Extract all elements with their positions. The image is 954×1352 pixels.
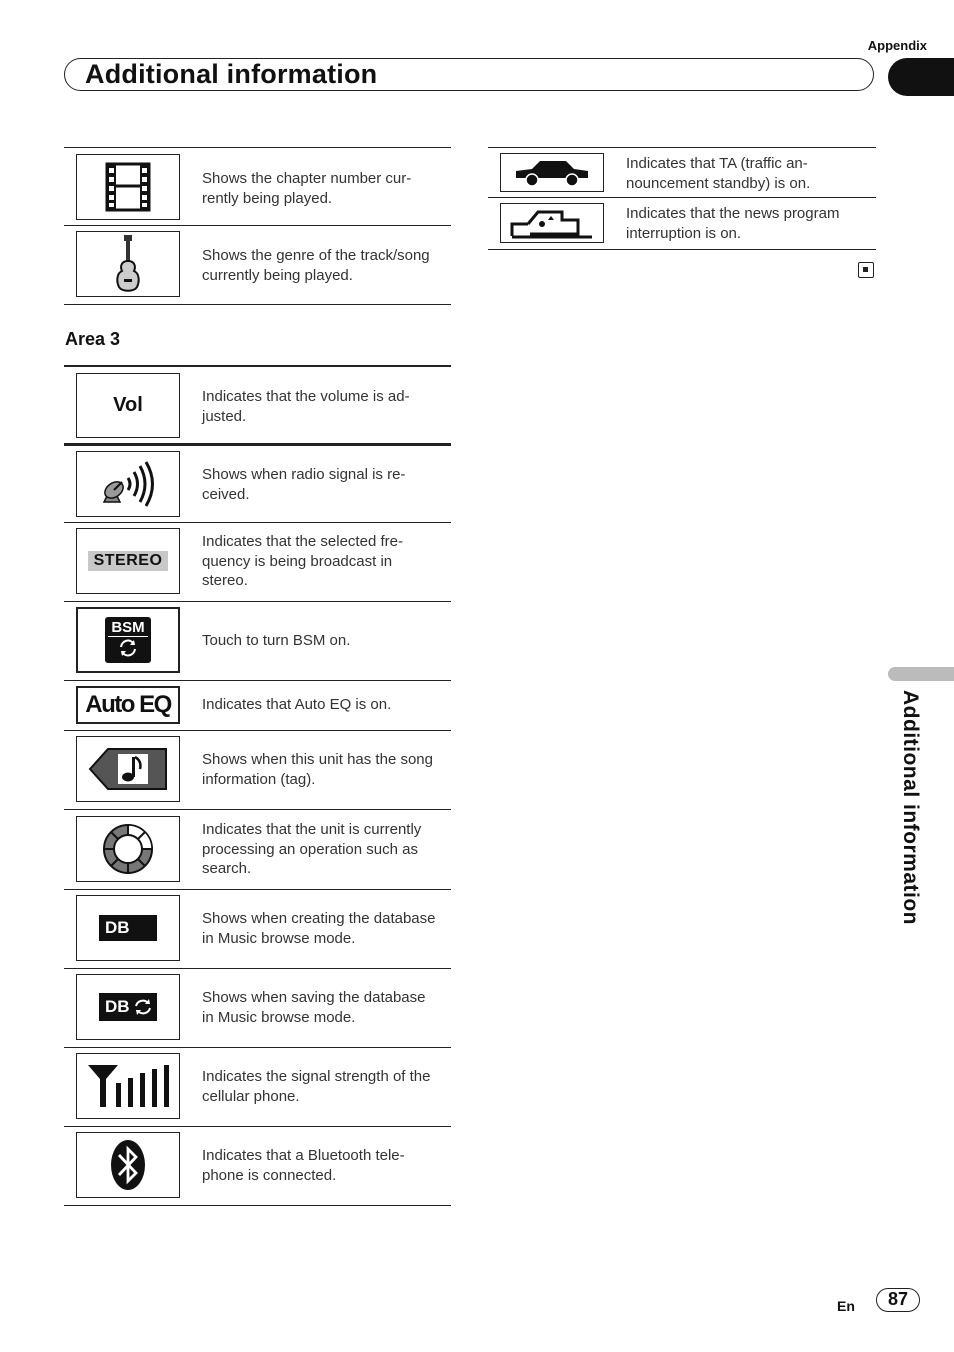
- table-row: [64, 681, 451, 731]
- table-row: [64, 523, 451, 602]
- db-saving-icon-label: DB: [105, 997, 130, 1016]
- ta-car-icon: [500, 153, 604, 192]
- table-row: [64, 147, 451, 226]
- row-description: Indicates that TA (traffic an- nouncement standby) is on.: [626, 155, 811, 192]
- table-row: [64, 602, 451, 681]
- row-description: Indicates that Auto EQ is on.: [202, 696, 392, 713]
- page-title: Additional information: [85, 59, 378, 89]
- table-row: [64, 810, 451, 890]
- bsm-icon-label: BSM: [108, 619, 148, 637]
- section-end-icon: [858, 262, 874, 278]
- area3-heading: Area 3: [65, 329, 121, 349]
- db-icon: [76, 895, 180, 961]
- row-description: Shows the chapter number cur- rently being played.: [202, 170, 412, 207]
- processing-icon: [76, 816, 180, 882]
- row-description: Touch to turn BSM on.: [202, 632, 351, 649]
- db-saving-icon: [76, 974, 180, 1040]
- vol-icon-label: Vol: [113, 394, 143, 416]
- auto-eq-icon: [76, 686, 180, 724]
- language-label: En: [837, 1298, 855, 1314]
- radio-signal-icon: [76, 451, 180, 517]
- film-chapter-icon: [76, 154, 180, 220]
- table-row: [64, 1127, 451, 1206]
- news-icon: [500, 203, 604, 243]
- bsm-icon: [76, 607, 180, 673]
- row-description: Indicates the signal strength of the cellular phone.: [202, 1068, 431, 1105]
- table-row: [64, 731, 451, 810]
- row-description: Shows when radio signal is re- ceived.: [202, 466, 406, 503]
- page-number: 87: [876, 1288, 920, 1312]
- right-table: [488, 147, 876, 250]
- left-top-table: [64, 147, 451, 305]
- db-icon-label: DB: [99, 915, 157, 941]
- appendix-label: Appendix: [867, 38, 927, 53]
- bluetooth-icon: [76, 1132, 180, 1198]
- table-row: [64, 890, 451, 969]
- table-row: [64, 365, 451, 444]
- row-description: Indicates that the volume is ad- justed.: [202, 388, 410, 425]
- song-tag-icon: [76, 736, 180, 802]
- chapter-tab: [888, 58, 954, 96]
- side-tab-label: Additional information: [899, 690, 922, 925]
- table-row: [64, 226, 451, 305]
- row-description: Indicates that the unit is currently processing an operation such as search.: [202, 821, 422, 878]
- auto-eq-icon-label: Auto EQ: [85, 691, 171, 718]
- cellular-signal-icon: [76, 1053, 180, 1119]
- row-description: Shows when creating the database in Music browse mode.: [202, 910, 436, 947]
- side-tab-marker: [888, 667, 954, 681]
- row-description: Indicates that the selected fre- quency is being broadcast in stereo.: [202, 533, 403, 590]
- table-row: [64, 444, 451, 523]
- table-row: [488, 147, 876, 198]
- row-description: Shows the genre of the track/song currently being played.: [202, 247, 430, 284]
- row-description: Indicates that a Bluetooth tele- phone is connected.: [202, 1147, 405, 1184]
- table-row: [488, 198, 876, 250]
- area3-table: [64, 365, 451, 1206]
- vol-icon: [76, 373, 180, 438]
- guitar-genre-icon: [76, 231, 180, 297]
- row-description: Shows when saving the database in Music browse mode.: [202, 989, 426, 1026]
- table-row: [64, 1048, 451, 1127]
- row-description: Indicates that the news program interruption is on.: [626, 205, 840, 242]
- stereo-icon-label: STEREO: [88, 551, 169, 571]
- table-row: [64, 969, 451, 1048]
- row-description: Shows when this unit has the song information (tag).: [202, 751, 433, 788]
- refresh-icon: [133, 998, 153, 1016]
- stereo-icon: [76, 528, 180, 594]
- refresh-icon: [117, 638, 139, 658]
